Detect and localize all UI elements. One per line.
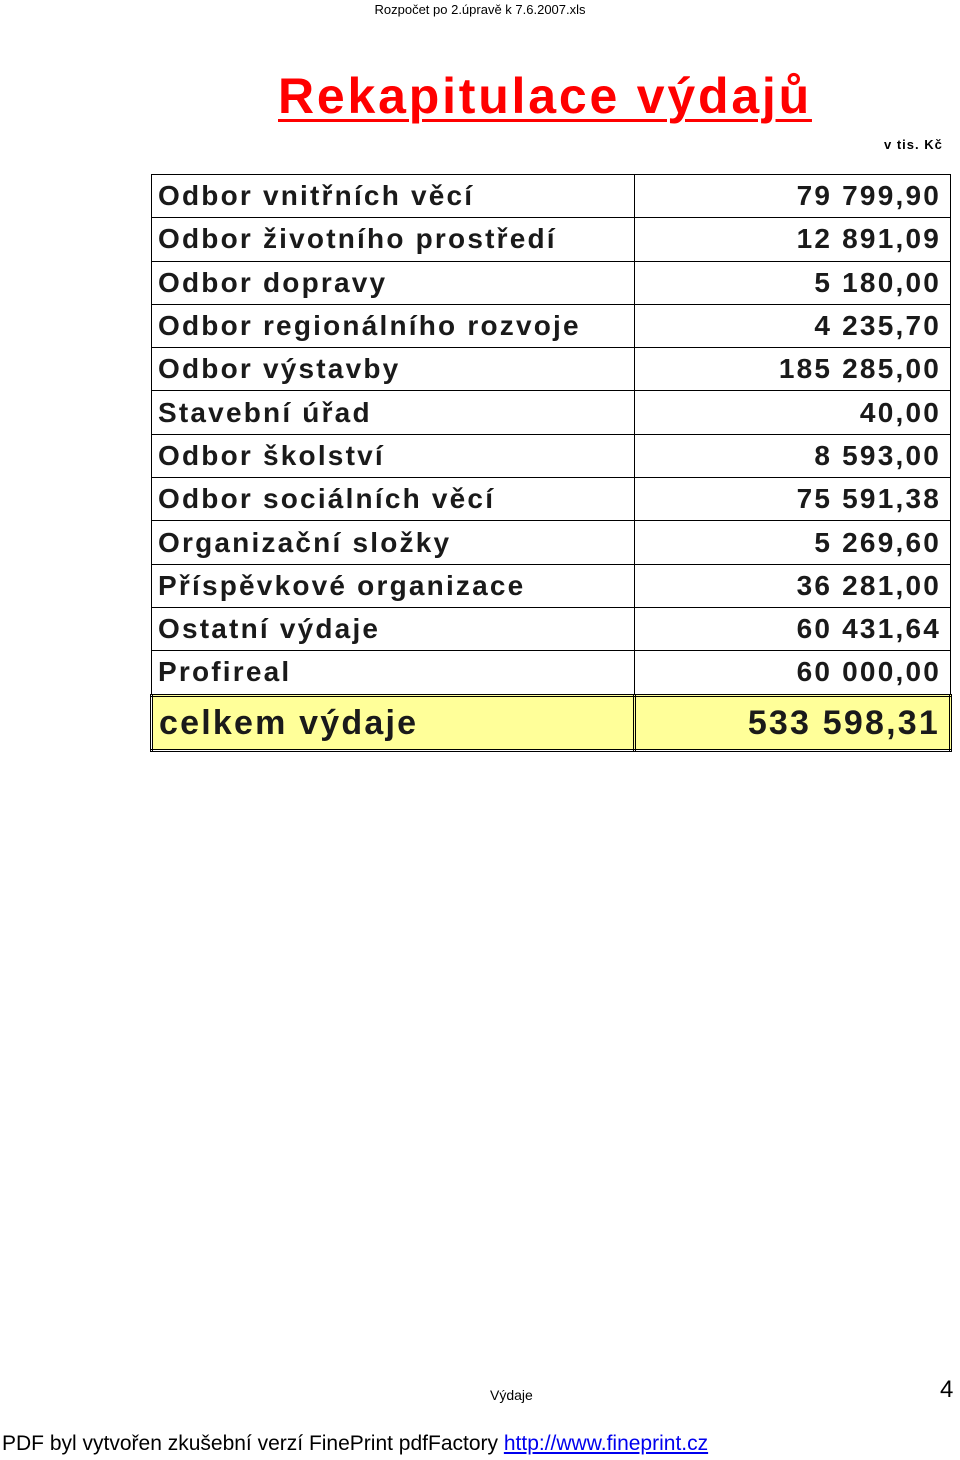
row-label: Odbor výstavby <box>152 348 635 391</box>
footer <box>2 1432 708 1456</box>
row-value: 60 000,00 <box>635 651 951 695</box>
row-label: Odbor školství <box>152 434 635 477</box>
row-value: 5 180,00 <box>635 261 951 304</box>
row-label: Odbor vnitřních věcí <box>152 175 635 218</box>
table-row <box>152 348 951 391</box>
footer-link[interactable]: http://www.fineprint.cz <box>503 1432 709 1455</box>
table-row <box>152 651 951 695</box>
table-row <box>152 521 951 564</box>
row-value: 60 431,64 <box>635 607 951 650</box>
total-label: celkem výdaje <box>152 695 635 750</box>
row-value: 185 285,00 <box>635 348 951 391</box>
row-label: Odbor životního prostředí <box>152 218 635 261</box>
page-number: 4 <box>940 1376 954 1403</box>
total-value: 533 598,31 <box>635 695 951 750</box>
row-value: 5 269,60 <box>635 521 951 564</box>
table-row <box>152 304 951 347</box>
table-row <box>152 261 951 304</box>
sheet-name: Výdaje <box>490 1387 533 1403</box>
row-label: Stavební úřad <box>152 391 635 434</box>
table-row <box>152 607 951 650</box>
row-label: Profireal <box>152 651 635 695</box>
expenditure-table <box>150 174 952 752</box>
table-row <box>152 564 951 607</box>
row-value: 36 281,00 <box>635 564 951 607</box>
table-row <box>152 478 951 521</box>
table-row <box>152 218 951 261</box>
row-value: 40,00 <box>635 391 951 434</box>
row-value: 79 799,90 <box>635 175 951 218</box>
row-value: 12 891,09 <box>635 218 951 261</box>
row-value: 75 591,38 <box>635 478 951 521</box>
row-value: 8 593,00 <box>635 434 951 477</box>
row-label: Odbor sociálních věcí <box>152 478 635 521</box>
table-row <box>152 434 951 477</box>
table-row <box>152 391 951 434</box>
row-label: Organizační složky <box>152 521 635 564</box>
row-label: Příspěvkové organizace <box>152 564 635 607</box>
units-label: v tis. Kč <box>884 137 943 152</box>
row-label: Ostatní výdaje <box>152 607 635 650</box>
row-label: Odbor dopravy <box>152 261 635 304</box>
file-name-header: Rozpočet po 2.úpravě k 7.6.2007.xls <box>374 2 586 17</box>
row-label: Odbor regionálního rozvoje <box>152 304 635 347</box>
total-row <box>152 695 951 750</box>
footer-text: PDF byl vytvořen zkušební verzí FinePrint pdfFactory <box>2 1432 499 1455</box>
page-title: Rekapitulace výdajů <box>278 68 812 124</box>
table-row <box>152 175 951 218</box>
row-value: 4 235,70 <box>635 304 951 347</box>
